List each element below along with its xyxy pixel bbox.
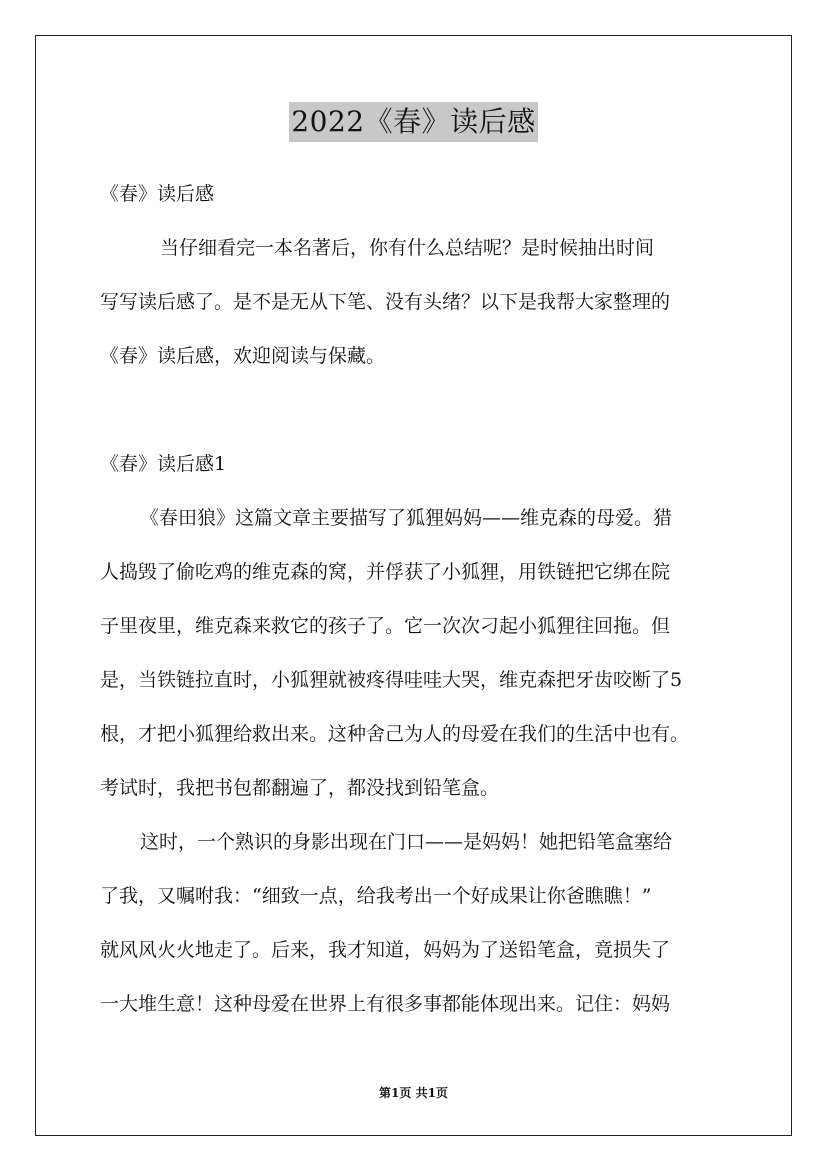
paragraph-line: 人捣毁了偷吃鸡的维克森的窝，并俘获了小狐狸，用铁链把它绑在院 <box>100 561 671 583</box>
paragraph-line: 写写读后感了。是不是无从下笔、没有头绪？以下是我帮大家整理的 <box>100 291 671 313</box>
paragraph-line: 就风风火火地走了。后来，我才知道，妈妈为了送铅笔盒，竟损失了 <box>100 939 671 961</box>
paragraph-line: 根，才把小狐狸给救出来。这种舍己为人的母爱在我们的生活中也有。 <box>100 723 690 745</box>
paragraph-line: 子里夜里，维克森来救它的孩子了。它一次次刁起小狐狸往回拖。但 <box>100 615 671 637</box>
page-footer: 第1页 共1页 <box>379 1086 448 1100</box>
paragraph-line: 是，当铁链拉直时，小狐狸就被疼得哇哇大哭，维克森把牙齿咬断了5 <box>100 669 683 691</box>
paragraph-line: 《春》读后感，欢迎阅读与保藏。 <box>100 345 386 367</box>
document-title: 2022《春》读后感 <box>289 102 537 142</box>
paragraph-line: 《春田狼》这篇文章主要描写了狐狸妈妈——维克森的母爱。猎 <box>140 507 673 529</box>
section-heading: 《春》读后感 <box>100 183 215 205</box>
title-wrap <box>0 102 827 142</box>
paragraph-line: 当仔细看完一本名著后，你有什么总结呢？是时候抽出时间 <box>160 237 655 259</box>
paragraph-line: 考试时，我把书包都翻遍了，都没找到铅笔盒。 <box>100 777 500 799</box>
paragraph-line: 这时，一个熟识的身影出现在门口——是妈妈！她把铅笔盒塞给 <box>140 831 673 853</box>
paragraph-line: 了我，又嘱咐我：“细致一点，给我考出一个好成果让你爸瞧瞧！” <box>100 885 652 907</box>
paragraph-line: 一大堆生意！这种母爱在世界上有很多事都能体现出来。记住：妈妈 <box>100 993 671 1015</box>
section-heading: 《春》读后感1 <box>100 453 227 475</box>
